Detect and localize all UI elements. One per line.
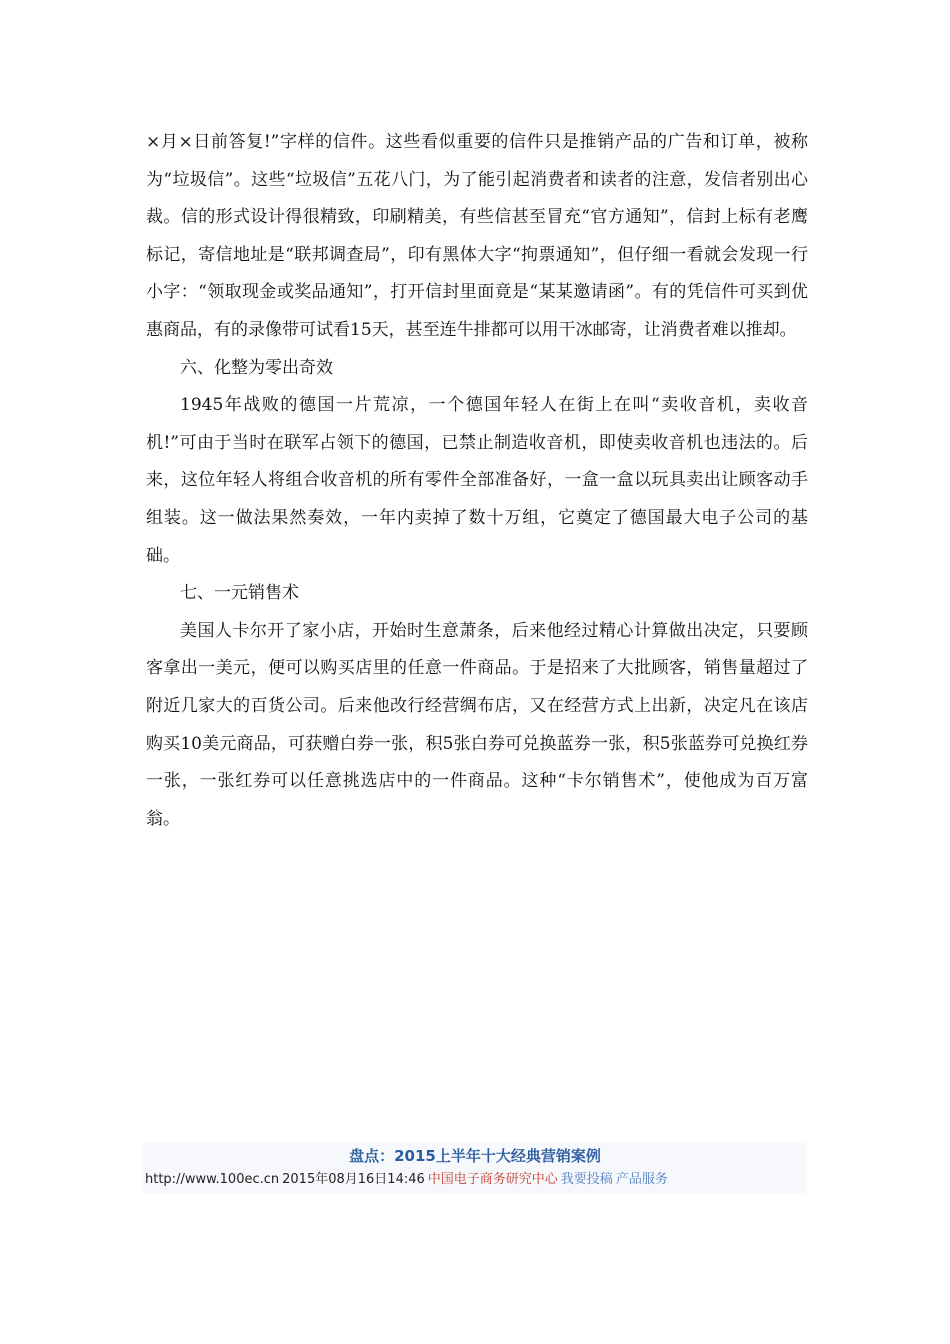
footer-meta [145,1170,671,1190]
section-heading-7: 七、一元销售术 [180,583,299,604]
product-services-link[interactable]: 产品服务 [615,1172,668,1187]
page-footer [143,1143,807,1193]
section-heading-6: 六、化整为零出奇效 [180,357,333,378]
submit-link[interactable]: 我要投稿 [560,1172,613,1187]
footer-datetime: 2015年08月16日14:46 [282,1172,425,1187]
article-body [146,124,808,838]
footer-source-link[interactable]: 中国电子商务研究中心 [427,1172,558,1187]
footer-title: 盘点：2015上半年十大经典营销案例 [349,1147,601,1165]
paragraph-section-7: 美国人卡尔开了家小店，开始时生意萧条，后来他经过精心计算做出决定，只要顾客拿出一美元，便可以购买店里的任意一件商品。于是招来了大批顾客，销售量超过了附近几家大的百货公司。后来他改行经营绸布店，又在经营方式上出新，决定凡在该店购买10美元商品，可获赠白券一张，积5张白券可兑换蓝券一张，积5张蓝券可兑换红券一张，一张红券可以任意挑选店中的一件商品。这种“卡尔销售术”，使他成为百万富翁。 [146,620,808,829]
footer-url[interactable]: http://www.100ec.cn [145,1172,280,1187]
paragraph-continuation: ×月×日前答复!”字样的信件。这些看似重要的信件只是推销产品的广告和订单，被称为“垃圾信”。这些“垃圾信”五花八门，为了能引起消费者和读者的注意，发信者别出心裁。信的形式设计得很精致，印刷精美，有些信甚至冒充“官方通知”，信封上标有老鹰标记，寄信地址是“联邦调查局”，印有黑体大字“拘票通知”，但仔细一看就会发现一行小字：“领取现金或奖品通知”，打开信封里面竟是“某某邀请函”。有的凭信件可买到优惠商品，有的录像带可试看15天，甚至连牛排都可以用干冰邮寄，让消费者难以推却。 [146,132,808,340]
paragraph-section-6: 1945年战败的德国一片荒凉，一个德国年轻人在街上在叫“卖收音机，卖收音机!”可由于当时在联军占领下的德国，已禁止制造收音机，即使卖收音机也违法的。后来，这位年轻人将组合收音机的所有零件全部准备好，一盒一盒以玩具卖出让顾客动手组装。这一做法果然奏效，一年内卖掉了数十万组，它奠定了德国最大电子公司的基础。 [146,395,808,566]
